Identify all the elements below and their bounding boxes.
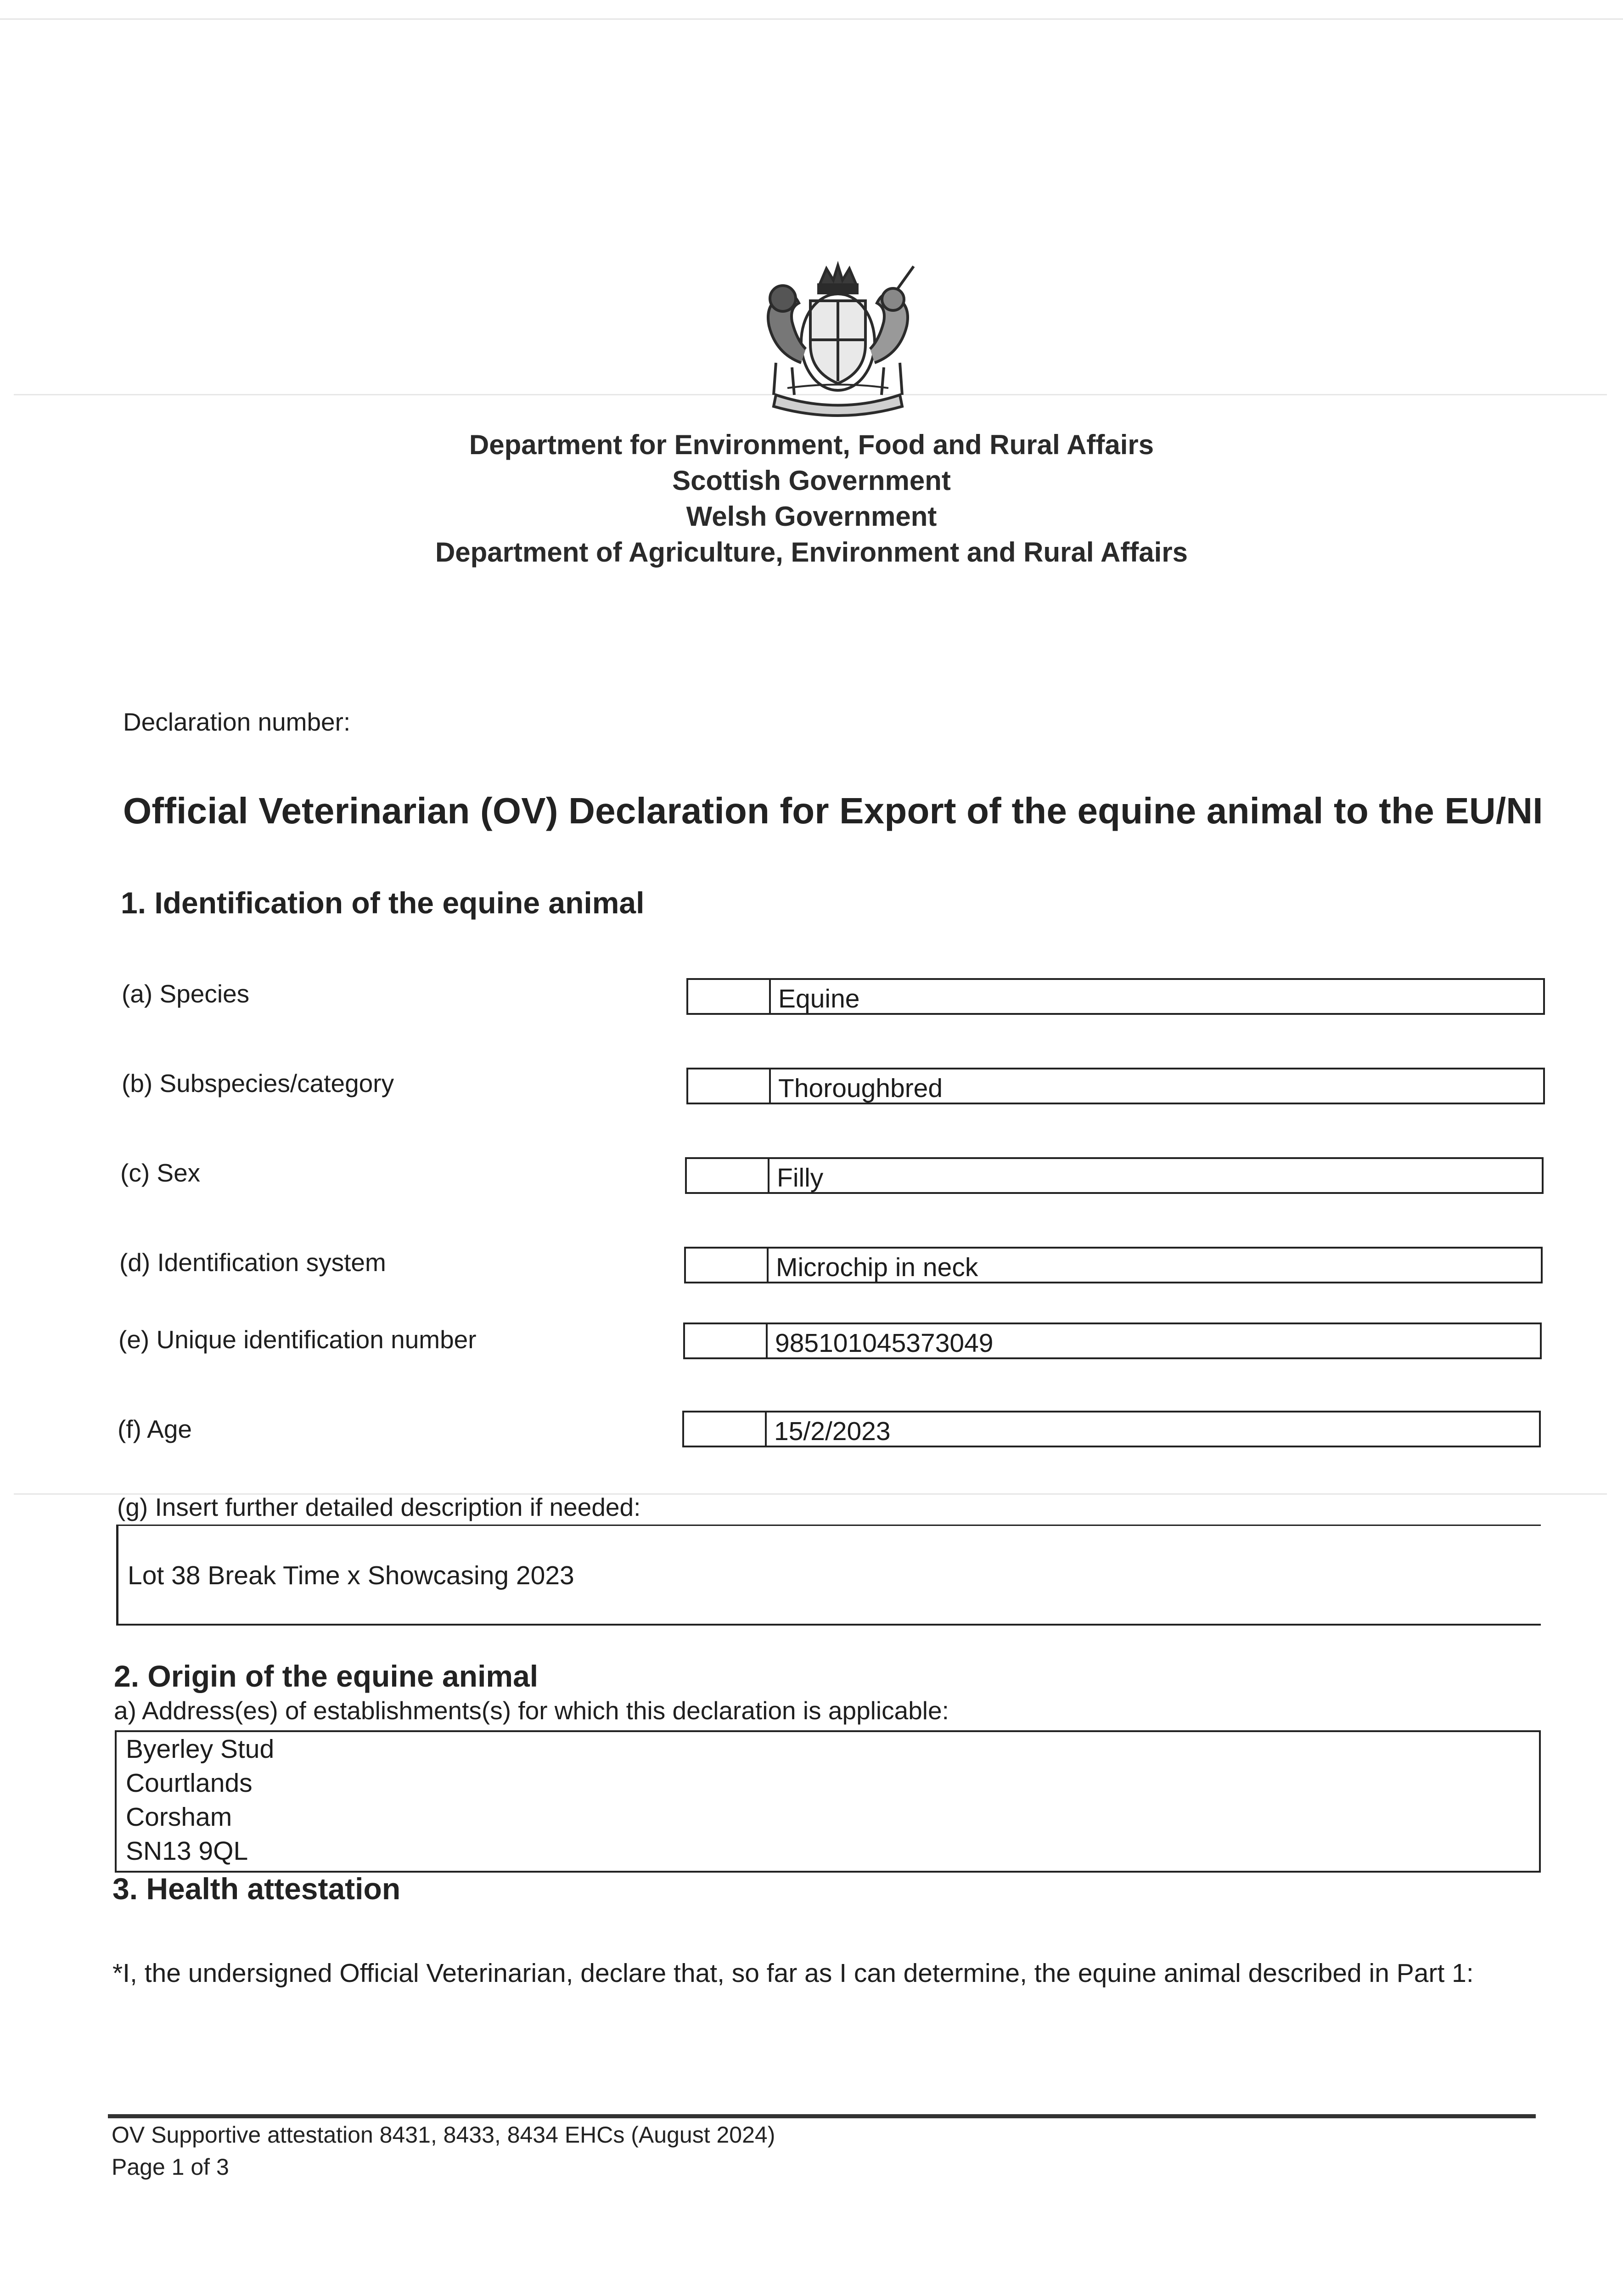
age-field bbox=[682, 1411, 1541, 1447]
species-value: Equine bbox=[778, 984, 860, 1013]
royal-coat-of-arms-emblem bbox=[732, 257, 943, 422]
unique-identification-number-value: 985101045373049 bbox=[775, 1328, 994, 1358]
health-attestation-statement: *I, the undersigned Official Veterinarian, declare that, so far as I can determine, the equine animal described in Part 1: bbox=[112, 1958, 1474, 1988]
further-description-label: (g) Insert further detailed description if needed: bbox=[117, 1493, 641, 1521]
field-divider bbox=[766, 1322, 768, 1359]
department-heading-daera: Department of Agriculture, Environment and Rural Affairs bbox=[435, 537, 1188, 568]
further-description-value: Lot 38 Break Time x Showcasing 2023 bbox=[128, 1561, 574, 1590]
identification-system-field bbox=[684, 1247, 1543, 1283]
page-number: Page 1 of 3 bbox=[112, 2154, 229, 2180]
subspecies-value: Thoroughbred bbox=[778, 1074, 943, 1103]
identification-system-value: Microchip in neck bbox=[776, 1253, 978, 1282]
document-title: Official Veterinarian (OV) Declaration for Export of the equine animal to the EU/NI bbox=[123, 790, 1543, 831]
identification-system-label: (d) Identification system bbox=[119, 1248, 386, 1277]
declaration-number-label: Declaration number: bbox=[123, 708, 351, 736]
establishment-address-box bbox=[115, 1730, 1541, 1873]
section-1-heading: 1. Identification of the equine animal bbox=[121, 886, 645, 920]
address-line: SN13 9QL bbox=[126, 1836, 248, 1866]
department-heading-welsh-government: Welsh Government bbox=[686, 501, 937, 532]
unique-identification-number-field bbox=[683, 1322, 1542, 1359]
section-2-heading: 2. Origin of the equine animal bbox=[114, 1659, 539, 1693]
sex-field bbox=[685, 1157, 1544, 1194]
further-description-box bbox=[116, 1525, 1541, 1626]
address-line: Corsham bbox=[126, 1802, 232, 1832]
field-divider bbox=[767, 1247, 769, 1283]
species-label: (a) Species bbox=[122, 979, 250, 1008]
age-value: 15/2/2023 bbox=[774, 1417, 891, 1446]
address-line: Courtlands bbox=[126, 1768, 253, 1798]
department-heading-defra: Department for Environment, Food and Rural Affairs bbox=[469, 429, 1154, 460]
footer-rule bbox=[108, 2114, 1536, 2118]
species-field bbox=[686, 978, 1545, 1015]
scan-line-top bbox=[0, 18, 1623, 20]
sex-value: Filly bbox=[777, 1163, 824, 1193]
establishment-address-label: a) Address(es) of establishments(s) for which this declaration is applicable: bbox=[114, 1696, 949, 1725]
footer-reference: OV Supportive attestation 8431, 8433, 8434 EHCs (August 2024) bbox=[112, 2122, 775, 2148]
subspecies-field bbox=[686, 1068, 1545, 1104]
age-label: (f) Age bbox=[118, 1415, 192, 1443]
unique-identification-number-label: (e) Unique identification number bbox=[118, 1325, 477, 1354]
field-divider bbox=[769, 1068, 771, 1104]
department-heading-scottish-government: Scottish Government bbox=[672, 465, 951, 496]
field-divider bbox=[765, 1411, 767, 1447]
address-line: Byerley Stud bbox=[126, 1734, 275, 1764]
sex-label: (c) Sex bbox=[120, 1159, 201, 1187]
subspecies-label: (b) Subspecies/category bbox=[122, 1069, 394, 1097]
field-divider bbox=[769, 978, 771, 1015]
field-divider bbox=[768, 1157, 769, 1194]
section-3-heading: 3. Health attestation bbox=[112, 1872, 401, 1906]
